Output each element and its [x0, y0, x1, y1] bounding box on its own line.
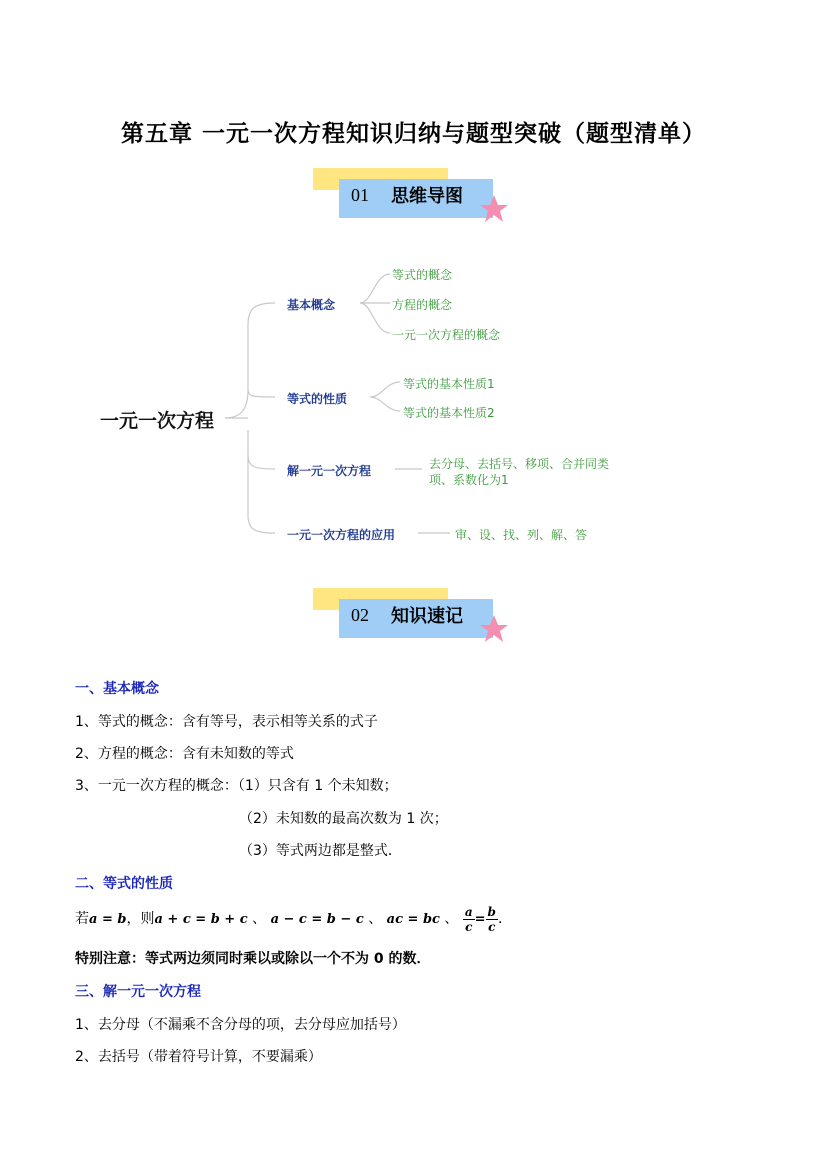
special-note: 特别注意：等式两边须同时乘以或除以一个不为 0 的数． [75, 951, 431, 967]
math-subtract: a − c = b − c [270, 912, 364, 927]
math-multiply: ac = bc [386, 912, 440, 927]
note-linear-concept-2: （2）未知数的最高次数为 1 次； [239, 811, 448, 827]
equals-sign: = [474, 912, 486, 927]
math-add: a + c = b + c [154, 912, 248, 927]
page-title: 第五章 一元一次方程知识归纳与题型突破（题型清单） [120, 121, 706, 147]
section-header-notes [313, 588, 513, 663]
step-remove-brackets: 2、去括号（带着符号计算，不要漏乘） [75, 1049, 322, 1065]
star-icon [479, 614, 509, 644]
leaf-property-1: 等式的基本性质1 [403, 377, 495, 391]
heading-solving: 三、解一元一次方程 [75, 984, 201, 1000]
separator: 、 [368, 911, 383, 927]
separator: 、 [444, 911, 459, 927]
leaf-application-steps: 审、设、找、列、解、答 [455, 528, 588, 542]
star-icon [479, 194, 509, 224]
note-linear-concept: 3、一元一次方程的概念：（1）只含有 1 个未知数； [75, 778, 398, 794]
leaf-solving-steps-1: 去分母、去括号、移项、合并同类 [429, 457, 610, 471]
section-label: 思维导图 [391, 186, 463, 207]
denominator: c [465, 919, 473, 934]
section-header-mindmap [313, 168, 513, 243]
denominator: c [488, 919, 496, 934]
branch-equality-properties: 等式的性质 [287, 392, 348, 406]
mind-map-connectors [0, 250, 827, 550]
leaf-equality-concept: 等式的概念 [392, 268, 453, 282]
numerator: b [487, 904, 496, 919]
leaf-solving-steps-2: 项、系数化为1 [429, 473, 509, 487]
section-label: 知识速记 [391, 606, 463, 627]
note-equation-concept: 2、方程的概念：含有未知数的等式 [75, 746, 294, 762]
equality-property-formula [75, 904, 512, 934]
text-if: 若 [75, 911, 89, 927]
leaf-property-2: 等式的基本性质2 [403, 406, 495, 420]
numerator: a [464, 904, 473, 919]
leaf-equation-concept: 方程的概念 [392, 298, 453, 312]
section-number: 02 [351, 605, 369, 625]
mind-map-root: 一元一次方程 [100, 410, 215, 432]
section-number: 01 [351, 185, 369, 205]
mind-map [0, 250, 827, 550]
heading-equality-properties: 二、等式的性质 [75, 876, 173, 892]
branch-solving: 解一元一次方程 [287, 464, 372, 478]
text-then: ，则 [126, 911, 155, 927]
fraction-b-over-c [486, 905, 498, 934]
branch-basic-concepts: 基本概念 [287, 298, 336, 312]
branch-application: 一元一次方程的应用 [287, 528, 396, 542]
separator: 、 [252, 911, 267, 927]
note-linear-concept-3: （3）等式两边都是整式． [239, 843, 402, 859]
step-remove-denominator: 1、去分母（不漏乘不含分母的项，去分母应加括号） [75, 1017, 406, 1033]
period: ． [497, 911, 512, 927]
math-condition: a = b [89, 912, 127, 927]
note-equality-concept: 1、等式的概念：含有等号，表示相等关系的式子 [75, 714, 378, 730]
heading-basic-concepts: 一、基本概念 [75, 681, 159, 697]
leaf-linear-equation-concept: 一元一次方程的概念 [392, 328, 501, 342]
fraction-a-over-c [463, 905, 475, 934]
